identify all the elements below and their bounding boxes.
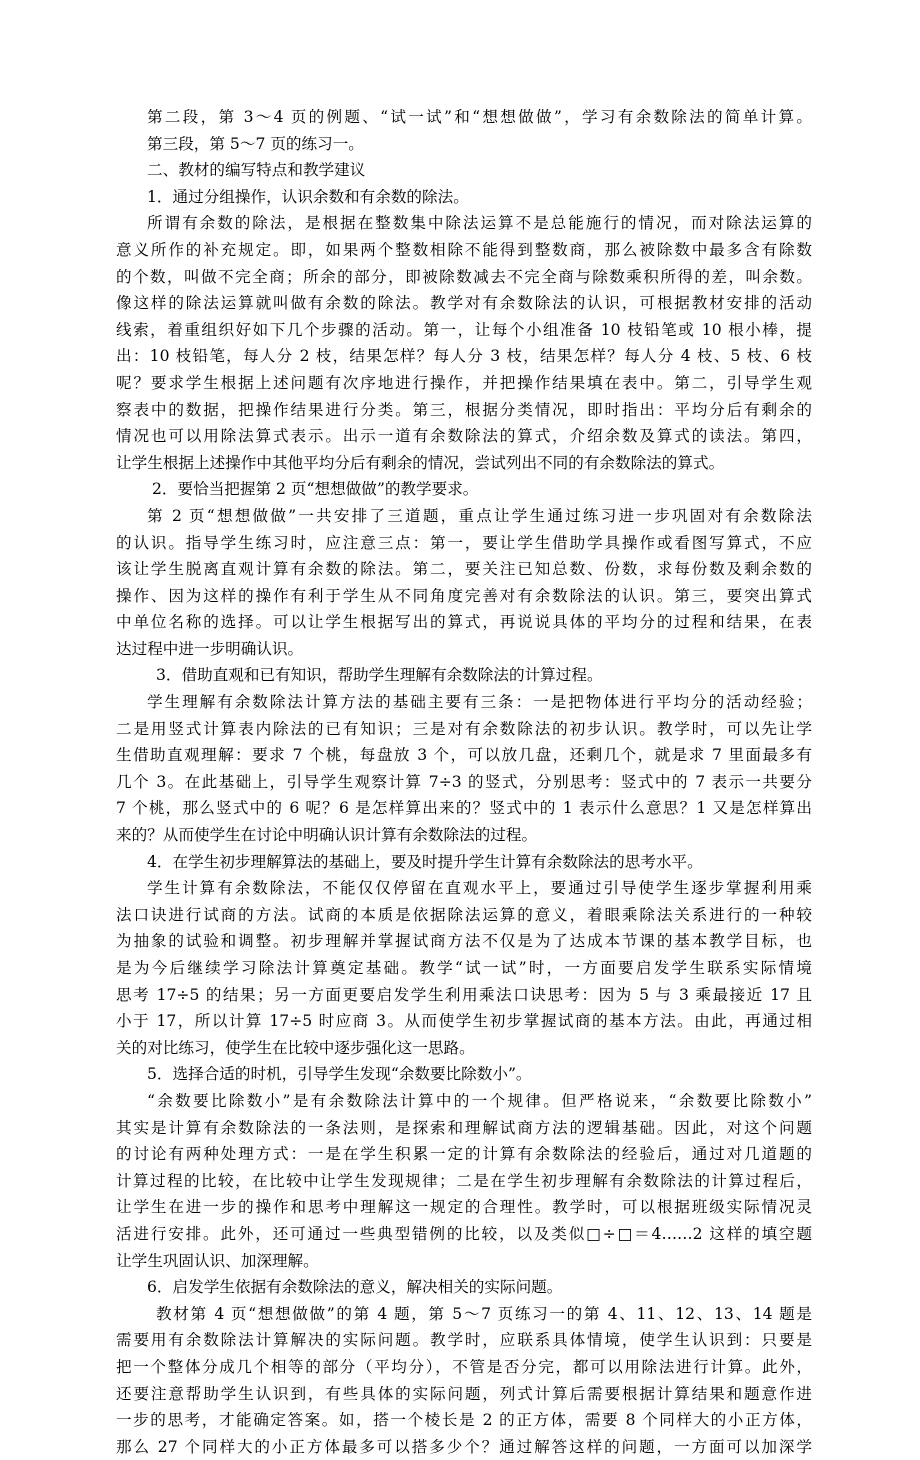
text-line: 小于 17，所以计算 17÷5 时应商 3。从而使学生初步掌握试商的基本方法。由此，再通过相 [116,1012,812,1031]
text-line: 呢？要求学生根据上述问题有次序地进行操作，并把操作结果填在表中。第二，引导学生观 [116,373,812,392]
text-line: 把一个整体分成几个相等的部分（平均分），不管是否分完，都可以用除法进行计算。此外， [116,1357,812,1376]
text-line: 活进行安排。此外，还可通过一些典型错例的比较，以及类似□÷□＝4……2 这样的填空题 [116,1224,812,1243]
subsection-heading: 3．借助直观和已有知识，帮助学生理解有余数除法的计算过程。 [156,666,603,685]
text-line: 让学生巩固认识、加深理解。 [116,1251,319,1270]
subsection-heading: 1．通过分组操作，认识余数和有余数的除法。 [147,187,469,206]
text-line: 的认识。指导学生练习时，应注意三点：第一，要让学生借助学具操作或看图写算式，不应 [116,533,812,552]
text-line: 线索，着重组织好如下几个步骤的活动。第一，让每个小组准备 10 枝铅笔或 10 根小棒，提 [116,320,812,339]
text-line: 该让学生脱离直观计算有余数的除法。第二，要关注已知总数、份数，求每份数及剩余数的 [116,560,812,579]
text-line: 为抽象的试验和调整。初步理解并掌握试商方法不仅是为了达成本节课的基本教学目标，也 [116,932,812,951]
text-line: 思考 17÷5 的结果；另一方面更要启发学生利用乘法口诀思考：因为 5 与 3 乘最接近 17 且 [116,985,812,1004]
subsection-heading: 4．在学生初步理解算法的基础上，要及时提升学生计算有余数除法的思考水平。 [147,852,703,871]
text-line: 几个 3。在此基础上，引导学生观察计算 7÷3 的竖式，分别思考：竖式中的 7 表示一共要分 [116,772,812,791]
text-line: 让学生在进一步的操作和思考中理解这一规定的合理性。教学时，可以根据班级实际情况灵 [116,1198,812,1217]
subsection-heading: 2．要恰当把握第 2 页“想想做做”的教学要求。 [152,480,479,499]
text-line: 第二段，第 3～4 页的例题、“试一试”和“想想做做”，学习有余数除法的简单计算。 [147,108,812,126]
text-line: 的讨论有两种处理方式：一是在学生积累一定的计算有余数除法的经验后，通过对几道题的 [116,1145,812,1164]
text-line: 一步的思考，才能确定答案。如，搭一个棱长是 2 的正方体，需要 8 个同样大的小正方体， [116,1411,812,1430]
text-line: 出：10 枝铅笔，每人分 2 枝，结果怎样？每人分 3 枝，结果怎样？每人分 4 枝、5 枝、6 枝 [116,347,812,366]
text-line: 生借助直观理解：要求 7 个桃，每盘放 3 个，可以放几盘，还剩几个，就是求 7 里面最多有 [116,746,812,765]
text-line: 是为今后继续学习除法计算奠定基础。教学“试一试”时，一方面要启发学生联系实际情境 [116,959,812,977]
text-line: 二是用竖式计算表内除法的已有知识；三是对有余数除法的初步认识。教学时，可以先让学 [116,719,812,738]
text-line: 第 2 页“想想做做”一共安排了三道题，重点让学生通过练习进一步巩固对有余数除法 [147,506,812,525]
text-line: 来的？从而使学生在讨论中明确认识计算有余数除法的过程。 [116,826,538,845]
section-heading: 二、教材的编写特点和教学建议 [147,161,366,180]
text-line: 察表中的数据，把操作结果进行分类。第三，根据分类情况，即时指出：平均分后有剩余的 [116,400,812,419]
text-line: 所谓有余数的除法，是根据在整数集中除法运算不是总能施行的情况，而对除法运算的 [147,214,812,233]
text-line: 还要注意帮助学生认识到，有些具体的实际问题，列式计算后需要根据计算结果和题意作进 [116,1384,812,1403]
text-line: 教材第 4 页“想想做做”的第 4 题，第 5～7 页练习一的第 4、11、12、13、14 题是 [156,1304,812,1323]
text-line: 学生计算有余数除法，不能仅仅停留在直观水平上，要通过引导使学生逐步掌握利用乘 [147,879,812,898]
text-line: 让学生根据上述操作中其他平均分后有剩余的情况，尝试列出不同的有余数除法的算式。 [116,453,725,472]
text-line: 像这样的除法运算就叫做有余数的除法。教学对有余数除法的认识，可根据教材安排的活动 [116,294,812,313]
text-line: 那么 27 个同样大的小正方体最多可以搭多少个？通过解答这样的问题，一方面可以加深学 [116,1437,812,1456]
text-line: 需要用有余数除法计算解决的实际问题。教学时，应联系具体情境，使学生认识到：只要是 [116,1331,812,1350]
text-line: 计算过程的比较，在比较中让学生发现规律；二是在学生初步理解有余数除法的计算过程后， [116,1171,812,1190]
text-line: 第三段，第 5～7 页的练习一。 [147,134,364,153]
text-line: 达过程中进一步明确认识。 [116,639,304,658]
document-page [116,104,812,1460]
text-line: 操作、因为这样的操作有利于学生从不同角度完善对有余数除法的认识。第三，要突出算式 [116,586,812,605]
text-line: 关的对比练习，使学生在比较中逐步强化这一思路。 [116,1038,475,1057]
text-line: 情况也可以用除法算式表示。出示一道有余数除法的算式，介绍余数及算式的读法。第四， [116,427,812,446]
text-line: 其实是计算有余数除法的一条法则，是探索和理解试商方法的逻辑基础。因此，对这个问题 [116,1118,812,1137]
subsection-heading: 6．启发学生依据有余数除法的意义，解决相关的实际问题。 [147,1278,563,1297]
text-line: 中单位名称的选择。可以让学生根据写出的算式，再说说具体的平均分的过程和结果，在表 [116,613,812,632]
text-line: 学生理解有余数除法计算方法的基础主要有三条：一是把物体进行平均分的活动经验； [147,693,812,712]
text-line: 法口诀进行试商的方法。试商的本质是依据除法运算的意义，着眼乘除法关系进行的一种较 [116,905,812,924]
text-line: 7 个桃，那么竖式中的 6 呢？6 是怎样算出来的？竖式中的 1 表示什么意思？1 又是怎样算出 [116,799,812,818]
subsection-heading: 5．选择合适的时机，引导学生发现“余数要比除数小”。 [147,1065,532,1084]
text-line: “余数要比除数小”是有余数除法计算中的一个规律。但严格说来，“余数要比除数小” [147,1091,812,1110]
text-line: 的个数，叫做不完全商；所余的部分，即被除数减去不完全商与除数乘积所得的差，叫余数。 [116,267,812,286]
text-line: 意义所作的补充规定。即，如果两个整数相除不能得到整数商，那么被除数中最多含有除数 [116,240,812,259]
